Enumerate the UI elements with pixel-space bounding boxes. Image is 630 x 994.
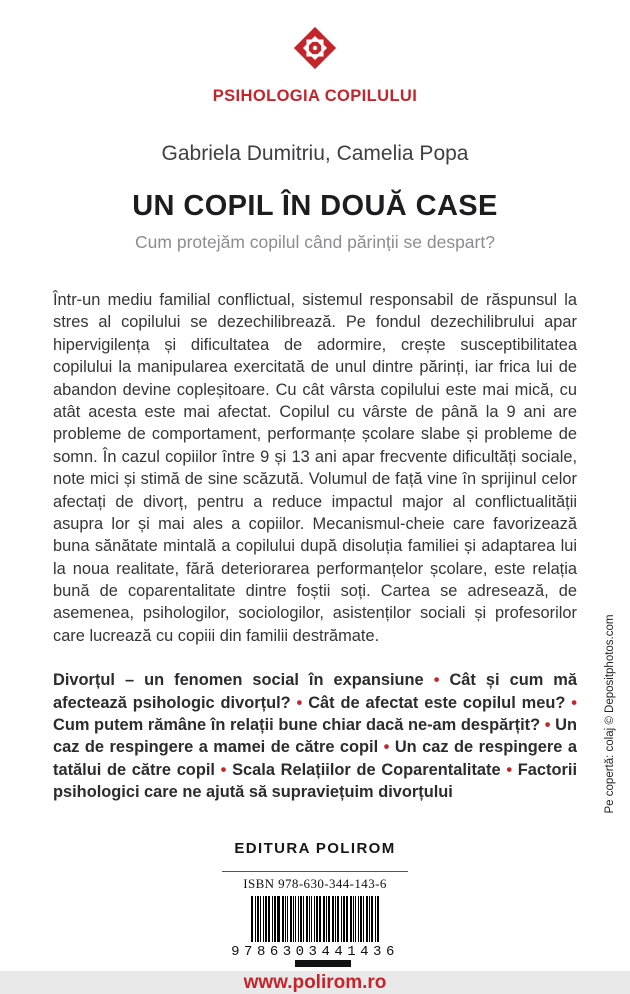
topic-item: Cât de afectat este copilul meu? — [308, 693, 566, 712]
publisher-name: EDITURA POLIROM — [234, 839, 396, 857]
topic-item: Cât și cum mă afectează psihologic divorțul? — [53, 671, 577, 712]
authors: Gabriela Dumitriu, Camelia Popa — [161, 142, 469, 165]
topic-item: Un caz de respingere a tatălui de către copil — [53, 738, 577, 779]
topics-paragraph — [53, 669, 577, 803]
topic-item: Cum putem rămâne în relații bune chiar dacă ne-am despărțit? — [53, 716, 541, 735]
topic-item: Un caz de respingere a mamei de către copil — [53, 716, 577, 757]
polirom-logo-icon — [293, 26, 337, 70]
topic-item: Factorii psihologici care ne ajută să supraviețuim divorțului — [53, 760, 577, 802]
barcode-block — [222, 871, 408, 960]
topic-item: Divorțul – un fenomen social în expansiune — [53, 671, 424, 690]
description-paragraph: Într-un mediu familial conflictual, sistemul responsabil de răspunsul la stres al copilului se dezechilibrează. Pe fondul dezechilibrului apar hipervigilența și dificultatea de adormire, crește susceptibilitatea copilului la manipularea exercitată de unul dintre părinți, iar frica lui de abandon devine copleșitoare. Cu cât vârsta copilului este mai mică, cu atât acesta este mai afectat. Copilul cu vârste de până la 9 ani are probleme de comportament, performanțe școlare slabe și probleme de somn. În cazul copiilor între 9 și 13 ani apar frecvente dificultăți sociale, note mici și stimă de sine scăzută. Volumul de față vine în sprijinul celor afectați de divorț, pentru a reduce impactul major al conflictualității asupra lor și mai ales a copiilor. Mecanismul-cheie care favorizează buna sănătate mintală a copilului după disoluția familiei și adaptarea lui la noua realitate, fără deteriorarea performanțelor școlare, este relația bună de coparentalitate dintre foștii soți. Cartea se adresează, de asemenea, psihologilor, sociologilor, asistenților sociali și profesorilor care lucrează cu copiii din familii destrămate. — [53, 291, 577, 645]
trim-mark — [295, 960, 351, 967]
book-subtitle: Cum protejăm copilul când părinții se despart? — [135, 232, 495, 252]
topic-bullet-icon: • — [378, 738, 395, 757]
isbn-label: ISBN 978-630-344-143-6 — [243, 875, 387, 891]
cover-credit-vertical: Pe copertă: colaj © Depositphotos.com — [604, 614, 616, 814]
series-title: PSIHOLOGIA COPILULUI — [212, 87, 418, 105]
topic-bullet-icon: • — [214, 760, 233, 779]
topic-bullet-icon: • — [565, 693, 577, 712]
publisher-website: www.polirom.ro — [243, 971, 387, 993]
topic-bullet-icon: • — [500, 760, 518, 779]
topic-item: Scala Relațiilor de Coparentalitate — [232, 760, 501, 779]
barcode-bars — [226, 896, 404, 942]
book-title: UN COPIL ÎN DOUĂ CASE — [132, 190, 498, 222]
barcode-digits: 9786303441436 — [231, 943, 399, 960]
topic-bullet-icon: • — [290, 693, 309, 712]
topic-bullet-icon: • — [540, 716, 556, 735]
header — [0, 0, 630, 106]
topic-bullet-icon: • — [423, 671, 450, 690]
